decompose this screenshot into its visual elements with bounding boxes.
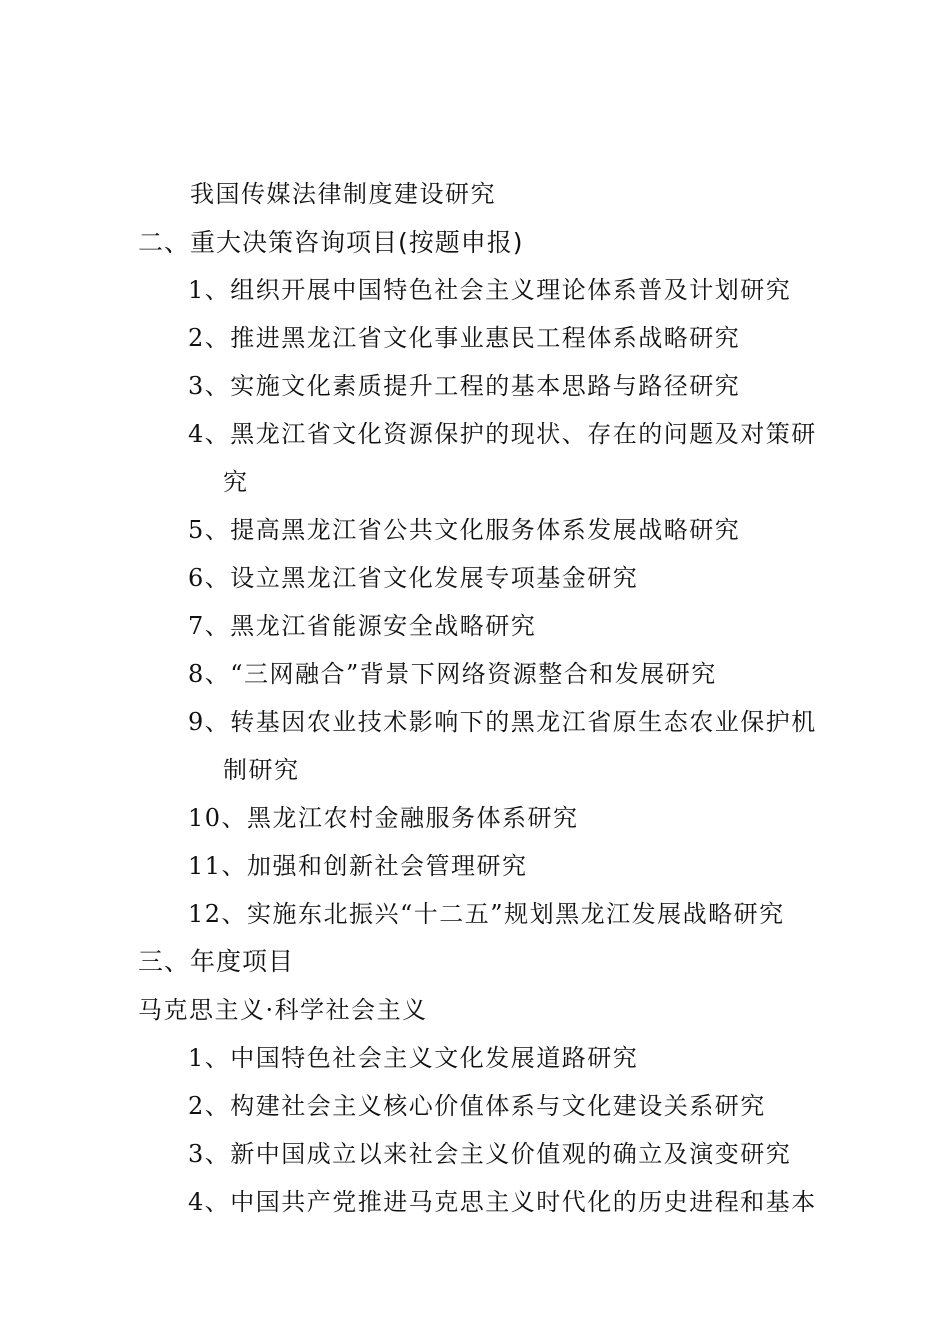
list-item: 2、推进黑龙江省文化事业惠民工程体系战略研究 xyxy=(188,324,741,352)
list-item: 4、中国共产党推进马克思主义时代化的历史进程和基本 xyxy=(188,1188,817,1216)
list-item: 11、加强和创新社会管理研究 xyxy=(188,852,528,880)
list-item: 3、新中国成立以来社会主义价值观的确立及演变研究 xyxy=(188,1140,792,1168)
section-heading-major-decision: 二、重大决策咨询项目(按题申报) xyxy=(138,228,524,257)
list-item: 6、设立黑龙江省文化发展专项基金研究 xyxy=(188,564,639,592)
list-item: 4、黑龙江省文化资源保护的现状、存在的问题及对策研 xyxy=(188,420,817,448)
subsection-heading: 马克思主义·科学社会主义 xyxy=(138,996,428,1024)
list-item: 5、提高黑龙江省公共文化服务体系发展战略研究 xyxy=(188,516,741,544)
section-heading-annual: 三、年度项目 xyxy=(138,947,295,976)
list-item-wrap: 究 xyxy=(223,468,249,496)
list-item-wrap: 制研究 xyxy=(223,756,300,784)
list-item: 1、组织开展中国特色社会主义理论体系普及计划研究 xyxy=(188,276,792,304)
list-item: 12、实施东北振兴“十二五”规划黑龙江发展战略研究 xyxy=(188,900,785,928)
list-item: 1、中国特色社会主义文化发展道路研究 xyxy=(188,1044,639,1072)
list-item: 3、实施文化素质提升工程的基本思路与路径研究 xyxy=(188,372,741,400)
list-item: 8、“三网融合”背景下网络资源整合和发展研究 xyxy=(188,660,717,688)
list-item: 9、转基因农业技术影响下的黑龙江省原生态农业保护机 xyxy=(188,708,817,736)
list-item: 7、黑龙江省能源安全战略研究 xyxy=(188,612,537,640)
list-item: 2、构建社会主义核心价值体系与文化建设关系研究 xyxy=(188,1092,766,1120)
list-item: 10、黑龙江农村金融服务体系研究 xyxy=(188,804,579,832)
item-continuation-text: 我国传媒法律制度建设研究 xyxy=(190,180,496,208)
